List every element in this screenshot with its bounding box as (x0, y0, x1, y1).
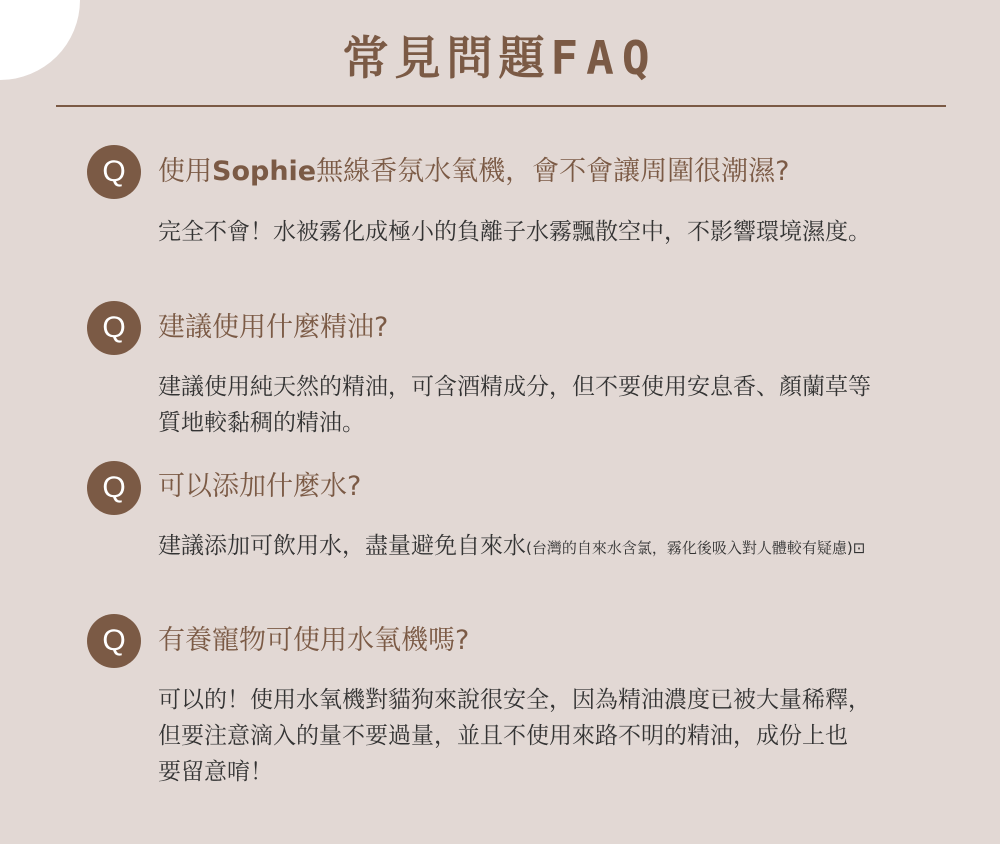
q-badge-icon: Q (87, 301, 141, 355)
question-1-brand: Sophie (212, 156, 317, 187)
question-3: 可以添加什麼水? (158, 471, 362, 502)
answer-4-line: 但要注意滴入的量不要過量，並且不使用來路不明的精油，成份上也 (158, 723, 848, 749)
question-4: 有養寵物可使用水氧機嗎? (158, 625, 470, 656)
answer-2-line: 建議使用純天然的精油，可含酒精成分，但不要使用安息香、顏蘭草等 (158, 374, 871, 400)
q-badge-icon: Q (87, 461, 141, 515)
answer-1: 完全不會！水被霧化成極小的負離子水霧飄散空中，不影響環境濕度。 (158, 219, 871, 245)
title-cjk: 常見問題 (342, 31, 551, 85)
q-badge-icon: Q (87, 614, 141, 668)
answer-4-line: 可以的！使用水氧機對貓狗來說很安全，因為精油濃度已被大量稀釋， (158, 687, 871, 713)
page-title (0, 28, 1000, 88)
question-1 (158, 152, 789, 192)
title-divider (56, 105, 946, 107)
q-badge-icon: Q (87, 145, 141, 199)
missing-glyph-icon: ⊡ (852, 539, 866, 557)
answer-4-line: 要留意唷！ (158, 759, 273, 785)
question-1-suffix: 無線香氛水氧機，會不會讓周圍很潮濕? (316, 156, 790, 187)
answer-2 (158, 369, 948, 441)
title-latin: FAQ (550, 31, 658, 85)
question-1-prefix: 使用 (158, 156, 212, 187)
question-2: 建議使用什麼精油? (158, 312, 389, 343)
answer-4 (158, 682, 948, 790)
answer-3-note: (台灣的自來水含氯，霧化後吸入對人體較有疑慮) (526, 539, 853, 557)
answer-2-line: 質地較黏稠的精油。 (158, 410, 365, 436)
answer-3-main: 建議添加可飲用水，盡量避免自來水 (158, 533, 526, 559)
answer-3 (158, 528, 948, 566)
